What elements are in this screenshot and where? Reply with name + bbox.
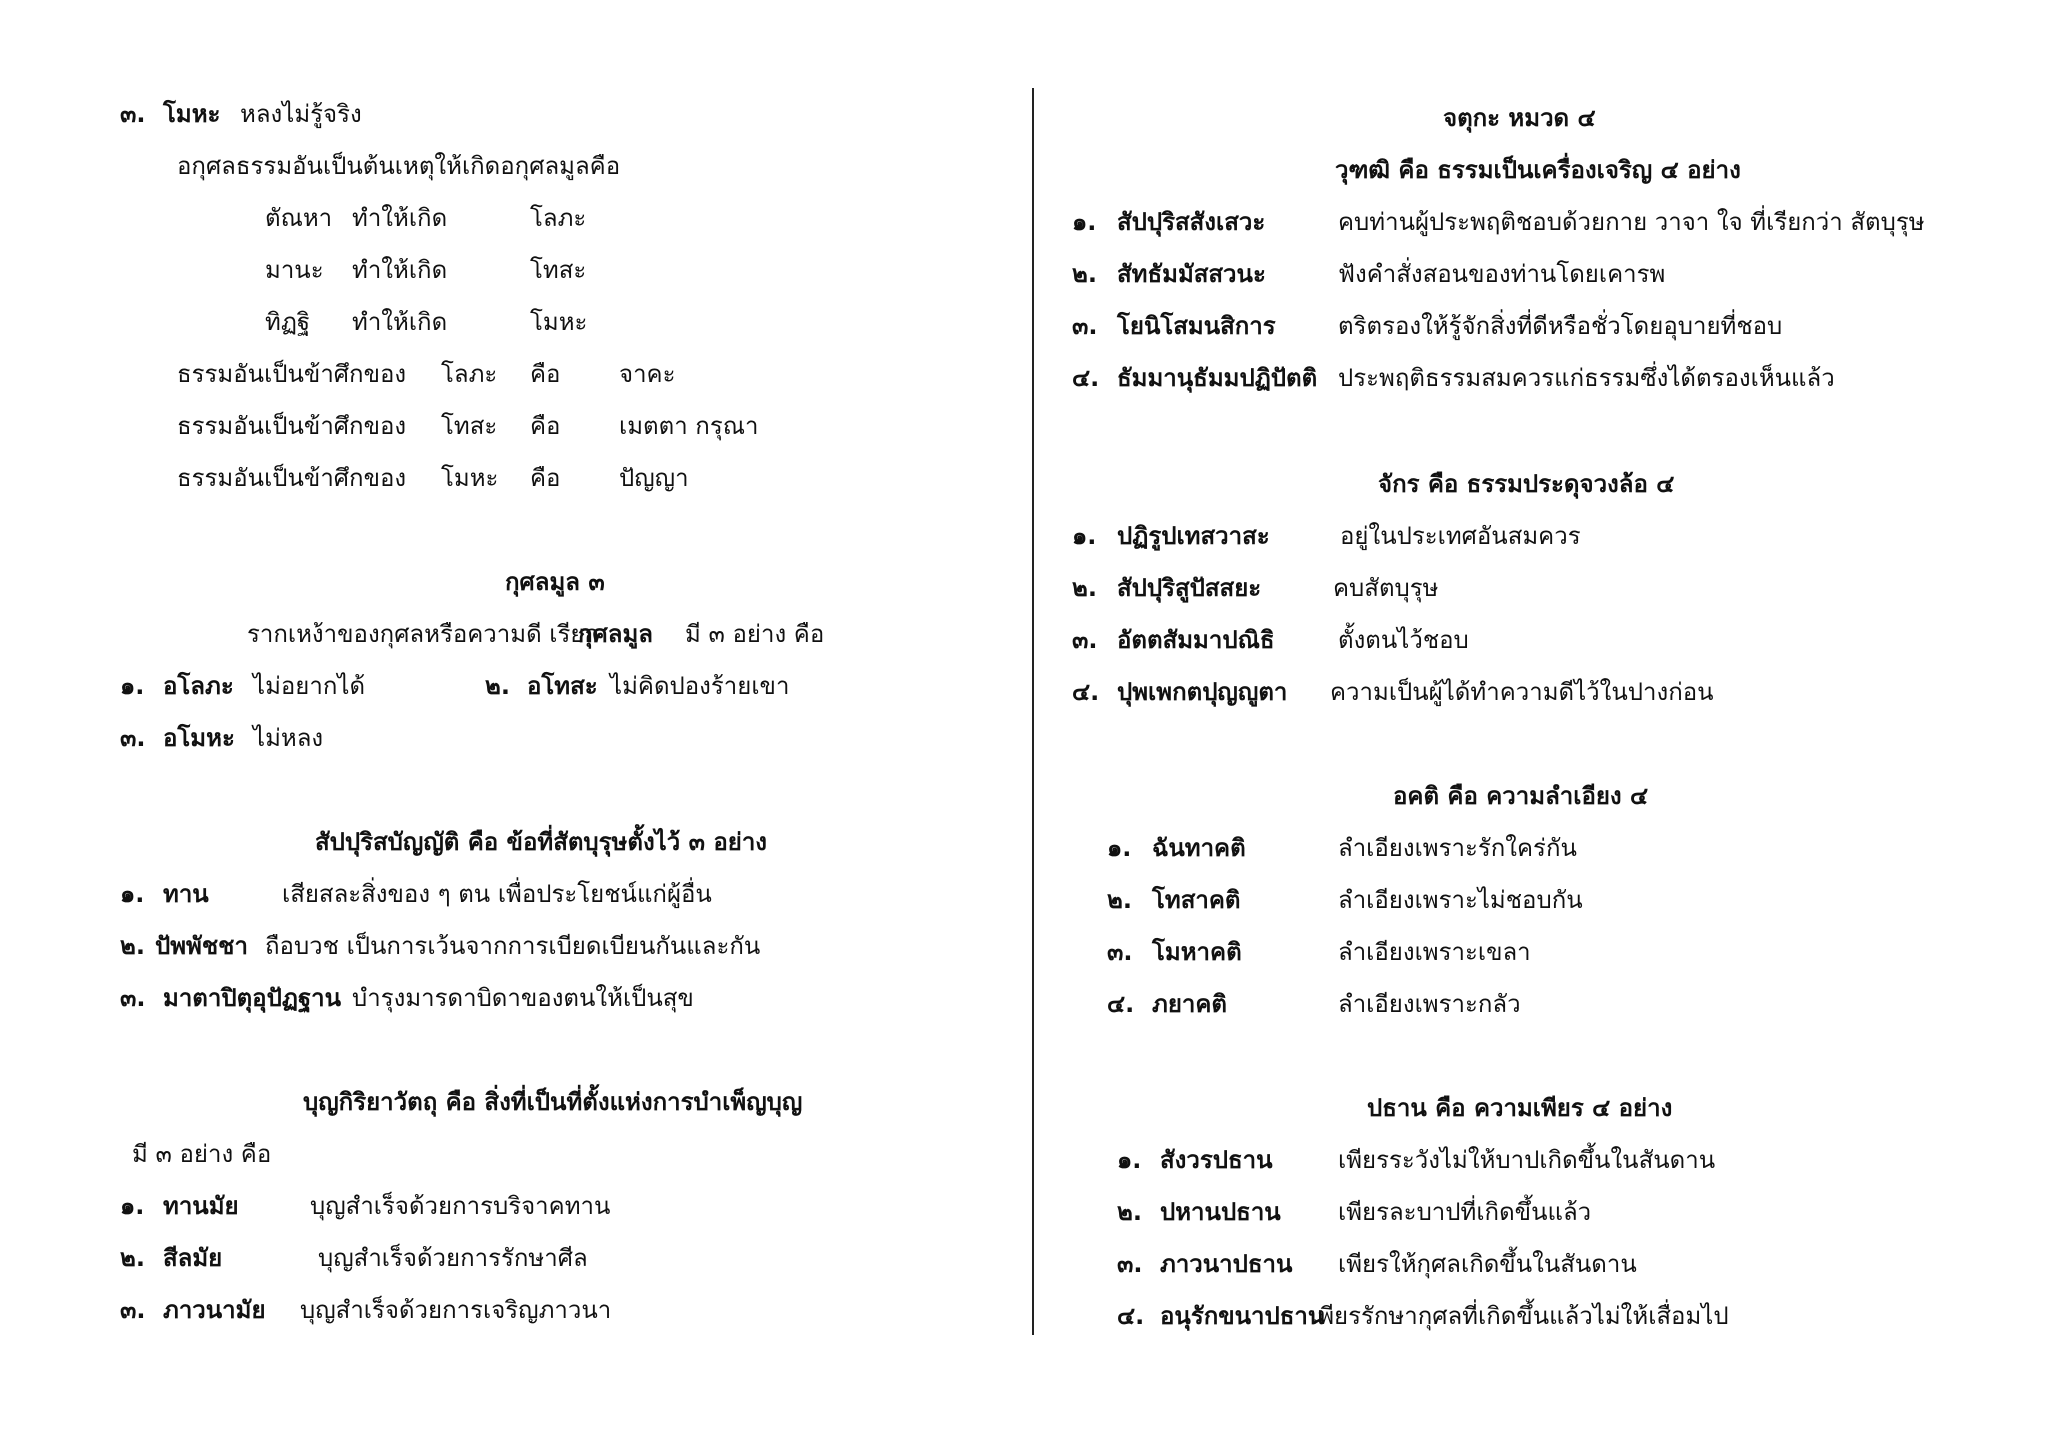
sappurisa-item-num: ๑. bbox=[120, 880, 145, 908]
vuddhi-item-term: สัทธัมมัสสวนะ bbox=[1117, 260, 1266, 288]
padhana-item-term: อนุรักขนาปธาน bbox=[1160, 1302, 1325, 1330]
cakka-item-desc: คบสัตบุรุษ bbox=[1333, 574, 1439, 602]
padhana-item-term: สังวรปธาน bbox=[1160, 1146, 1273, 1174]
padhana-item-num: ๒. bbox=[1117, 1198, 1142, 1226]
padhana-item-num: ๓. bbox=[1117, 1250, 1143, 1278]
cakka-item-term: สัปปุริสูปัสสยะ bbox=[1117, 574, 1262, 602]
agati-item-term: ภยาคติ bbox=[1152, 990, 1227, 1018]
sappurisa-item-num: ๓. bbox=[120, 984, 146, 1012]
cakka-item-num: ๓. bbox=[1072, 626, 1098, 654]
kusalamula-intro-term: กุศลมูล bbox=[578, 620, 653, 648]
sappurisa-item-term: มาตาปิตุอุปัฏฐาน bbox=[163, 984, 342, 1012]
agati-item-term: โมหาคติ bbox=[1152, 938, 1242, 966]
moha-desc: หลงไม่รู้จริง bbox=[240, 100, 362, 128]
agati-item-num: ๒. bbox=[1107, 886, 1132, 914]
padhana-item-num: ๔. bbox=[1117, 1302, 1145, 1330]
bunya-item-num: ๒. bbox=[120, 1244, 145, 1272]
antidote-kue: คือ bbox=[530, 412, 561, 440]
vuddhi-item-num: ๓. bbox=[1072, 312, 1098, 340]
antidote-target: โลภะ bbox=[441, 360, 498, 388]
padhana-item-desc: เพียรละบาปที่เกิดขึ้นแล้ว bbox=[1338, 1198, 1592, 1226]
antidote-remedy: ปัญญา bbox=[619, 464, 689, 492]
bunya-item-desc: บุญสำเร็จด้วยการรักษาศีล bbox=[318, 1244, 588, 1272]
kusalamula-intro-pre: รากเหง้าของกุศลหรือความดี เรียก bbox=[247, 620, 599, 648]
padhana-item-term: ปหานปธาน bbox=[1160, 1198, 1281, 1226]
cause-name: ทิฏฐิ bbox=[265, 308, 311, 336]
sappurisa-item-num: ๒. bbox=[120, 932, 145, 960]
kusalamula-item-num: ๑. bbox=[120, 672, 145, 700]
kusalamula-item-term: อโลภะ bbox=[163, 672, 234, 700]
cause-name: มานะ bbox=[265, 256, 324, 284]
vuddhi-item-desc: ฟังคำสั่งสอนของท่านโดยเคารพ bbox=[1338, 260, 1666, 288]
vuddhi-item-term: โยนิโสมนสิการ bbox=[1117, 312, 1276, 340]
agati-item-desc: ลำเอียงเพราะไม่ชอบกัน bbox=[1338, 886, 1583, 914]
bunya-item-term: ทานมัย bbox=[163, 1192, 239, 1220]
vuddhi-item-num: ๔. bbox=[1072, 364, 1100, 392]
cakka-item-desc: ความเป็นผู้ได้ทำความดีไว้ในปางก่อน bbox=[1330, 678, 1714, 706]
vuddhi-item-term: ธัมมานุธัมมปฏิปัตติ bbox=[1117, 364, 1318, 392]
antidote-remedy: เมตตา กรุณา bbox=[619, 412, 759, 440]
padhana-item-num: ๑. bbox=[1117, 1146, 1142, 1174]
agati-item-num: ๑. bbox=[1107, 834, 1132, 862]
cakka-title: จักร คือ ธรรมประดุจวงล้อ ๔ bbox=[1378, 470, 1675, 498]
vuddhi-item-num: ๒. bbox=[1072, 260, 1097, 288]
kusalamula-item-num: ๒. bbox=[485, 672, 510, 700]
cause-result: โทสะ bbox=[530, 256, 587, 284]
vuddhi-item-term: สัปปุริสสังเสวะ bbox=[1117, 208, 1266, 236]
vuddhi-item-desc: คบท่านผู้ประพฤติชอบด้วยกาย วาจา ใจ ที่เรียกว่า สัตบุรุษ bbox=[1338, 208, 1925, 236]
vuddhi-item-num: ๑. bbox=[1072, 208, 1097, 236]
padhana-item-desc: เพียรให้กุศลเกิดขึ้นในสันดาน bbox=[1338, 1250, 1637, 1278]
kusalamula-item-term: อโมหะ bbox=[163, 724, 235, 752]
cause-mid: ทำให้เกิด bbox=[352, 204, 448, 232]
cakka-item-desc: อยู่ในประเทศอันสมควร bbox=[1340, 522, 1581, 550]
antidote-target: โมหะ bbox=[441, 464, 499, 492]
cakka-item-term: ปุพเพกตปุญญูตา bbox=[1117, 678, 1288, 706]
agati-item-num: ๔. bbox=[1107, 990, 1135, 1018]
column-divider bbox=[1032, 88, 1034, 1335]
agati-item-term: ฉันทาคติ bbox=[1152, 834, 1246, 862]
padhana-item-desc: เพียรรักษากุศลที่เกิดขึ้นแล้วไม่ให้เสื่อมไป bbox=[1310, 1302, 1729, 1330]
bunya-intro: มี ๓ อย่าง คือ bbox=[132, 1140, 272, 1168]
cause-result: โลภะ bbox=[530, 204, 587, 232]
antidote-target: โทสะ bbox=[441, 412, 498, 440]
agati-item-desc: ลำเอียงเพราะเขลา bbox=[1338, 938, 1531, 966]
cause-result: โมหะ bbox=[530, 308, 588, 336]
cakka-item-desc: ตั้งตนไว้ชอบ bbox=[1338, 626, 1469, 654]
moha-term: โมหะ bbox=[163, 100, 221, 128]
kusalamula-item-num: ๓. bbox=[120, 724, 146, 752]
bunya-item-desc: บุญสำเร็จด้วยการบริจาคทาน bbox=[310, 1192, 611, 1220]
padhana-title: ปธาน คือ ความเพียร ๔ อย่าง bbox=[1367, 1094, 1673, 1122]
agati-title: อคติ คือ ความลำเอียง ๔ bbox=[1393, 782, 1649, 810]
antidote-kue: คือ bbox=[530, 464, 561, 492]
cakka-item-num: ๔. bbox=[1072, 678, 1100, 706]
kusalamula-intro-post: มี ๓ อย่าง คือ bbox=[685, 620, 825, 648]
cause-mid: ทำให้เกิด bbox=[352, 308, 448, 336]
agati-item-desc: ลำเอียงเพราะกลัว bbox=[1338, 990, 1521, 1018]
sappurisa-item-term: ปัพพัชชา bbox=[155, 932, 248, 960]
bunya-title: บุญกิริยาวัตถุ คือ สิ่งที่เป็นที่ตั้งแห่งการบำเพ็ญบุญ bbox=[303, 1088, 803, 1116]
cakka-item-num: ๑. bbox=[1072, 522, 1097, 550]
vuddhi-title: วุฑฒิ คือ ธรรมเป็นเครื่องเจริญ ๔ อย่าง bbox=[1335, 156, 1741, 184]
cakka-item-term: อัตตสัมมาปณิธิ bbox=[1117, 626, 1275, 654]
kusalamula-item-desc: ไม่คิดปองร้ายเขา bbox=[610, 672, 790, 700]
cause-mid: ทำให้เกิด bbox=[352, 256, 448, 284]
cakka-item-num: ๒. bbox=[1072, 574, 1097, 602]
vuddhi-item-desc: ตริตรองให้รู้จักสิ่งที่ดีหรือชั่วโดยอุบายที่ชอบ bbox=[1338, 312, 1783, 340]
sappurisa-title: สัปปุริสบัญญัติ คือ ข้อที่สัตบุรุษตั้งไว้ ๓ อย่าง bbox=[315, 828, 768, 856]
kusalamula-item-desc: ไม่หลง bbox=[253, 724, 324, 752]
cause-name: ตัณหา bbox=[265, 204, 333, 232]
moha-num: ๓. bbox=[120, 100, 146, 128]
catukka-title: จตุกะ หมวด ๔ bbox=[1443, 104, 1596, 132]
kusalamula-title: กุศลมูล ๓ bbox=[505, 568, 605, 596]
bunya-item-num: ๑. bbox=[120, 1192, 145, 1220]
bunya-item-term: สีลมัย bbox=[163, 1244, 223, 1272]
sappurisa-item-term: ทาน bbox=[163, 880, 209, 908]
padhana-item-desc: เพียรระวังไม่ให้บาปเกิดขึ้นในสันดาน bbox=[1338, 1146, 1716, 1174]
kusalamula-item-desc: ไม่อยากได้ bbox=[253, 672, 366, 700]
vuddhi-item-desc: ประพฤติธรรมสมควรแก่ธรรมซึ่งได้ตรองเห็นแล้ว bbox=[1338, 364, 1835, 392]
antidote-label: ธรรมอันเป็นข้าศึกของ bbox=[177, 412, 407, 440]
agati-item-desc: ลำเอียงเพราะรักใคร่กัน bbox=[1338, 834, 1577, 862]
antidote-label: ธรรมอันเป็นข้าศึกของ bbox=[177, 464, 407, 492]
bunya-item-desc: บุญสำเร็จด้วยการเจริญภาวนา bbox=[300, 1296, 612, 1324]
bunya-item-num: ๓. bbox=[120, 1296, 146, 1324]
antidote-label: ธรรมอันเป็นข้าศึกของ bbox=[177, 360, 407, 388]
sappurisa-item-desc: ถือบวช เป็นการเว้นจากการเบียดเบียนกันและกัน bbox=[265, 932, 761, 960]
akusala-intro: อกุศลธรรมอันเป็นต้นเหตุให้เกิดอกุศลมูลคือ bbox=[177, 152, 621, 180]
kusalamula-item-term: อโทสะ bbox=[527, 672, 598, 700]
sappurisa-item-desc: เสียสละสิ่งของ ๆ ตน เพื่อประโยชน์แก่ผู้อื่น bbox=[282, 880, 712, 908]
agati-item-term: โทสาคติ bbox=[1152, 886, 1241, 914]
antidote-remedy: จาคะ bbox=[619, 360, 676, 388]
cakka-item-term: ปฏิรูปเทสวาสะ bbox=[1117, 522, 1270, 550]
antidote-kue: คือ bbox=[530, 360, 561, 388]
bunya-item-term: ภาวนามัย bbox=[163, 1296, 266, 1324]
padhana-item-term: ภาวนาปธาน bbox=[1160, 1250, 1293, 1278]
sappurisa-item-desc: บำรุงมารดาบิดาของตนให้เป็นสุข bbox=[352, 984, 694, 1012]
agati-item-num: ๓. bbox=[1107, 938, 1133, 966]
